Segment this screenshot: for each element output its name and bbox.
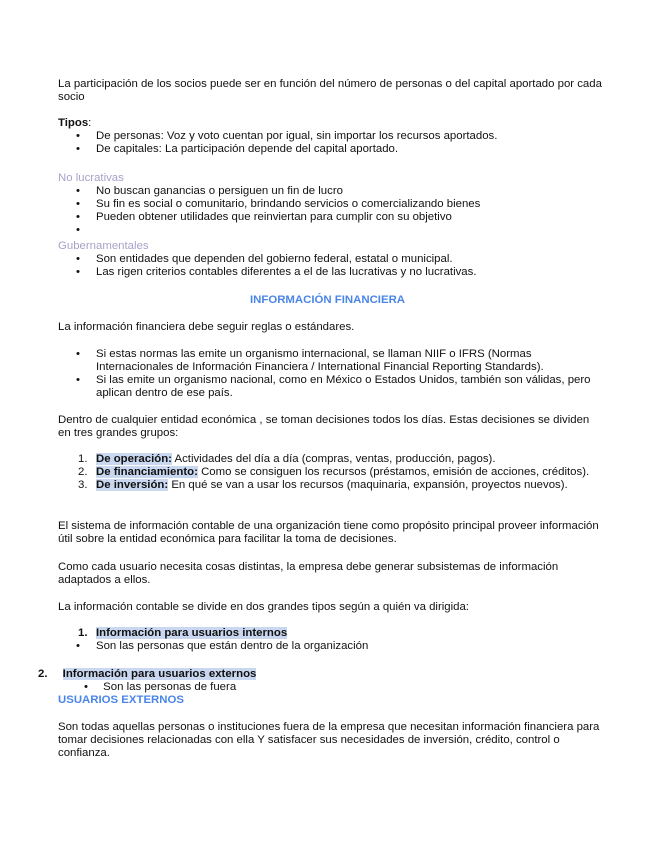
list-item — [58, 224, 603, 237]
list-item: • Si las emite un organismo nacional, como en México o Estados Unidos, también son válidas, pero aplican dentro de ese país. — [76, 374, 591, 399]
list-item: • Su fin es social o comunitario, brindando servicios o comercializando bienes — [76, 198, 481, 210]
bullet-icon: • — [76, 348, 80, 360]
usuarios-internos-section — [58, 627, 603, 653]
bullet-icon: • — [76, 198, 80, 210]
gubernamentales-title: Gubernamentales — [58, 240, 149, 252]
list-item: • De personas: Voz y voto cuentan por igual, sin importar los recursos aportados. — [76, 130, 498, 142]
list-item: • De capitales: La participación depende del capital aportado. — [76, 143, 399, 155]
list-item: 3. De inversión: En qué se van a usar los recursos (maquinaria, expansión, proyectos nuevos). — [78, 479, 568, 491]
bullet-icon: • — [76, 266, 80, 278]
info-financiera-intro: La información financiera debe seguir reglas o estándares. — [58, 321, 355, 333]
bullet-icon: • — [76, 211, 80, 223]
list-item: • Si estas normas las emite un organismo internacional, se llaman NIIF o IFRS (Normas Internacionales de Información Financiera / International Financial Reporting Standards). — [76, 348, 544, 373]
normas-list — [58, 348, 603, 400]
list-item: • Son entidades que dependen del gobierno federal, estatal o municipal. — [76, 253, 453, 265]
list-item: • Son las personas de fuera — [84, 681, 237, 693]
usuarios-externos-item: 2. Información para usuarios externos — [38, 668, 257, 680]
bullet-icon: • — [76, 224, 80, 236]
usuarios-externos-heading: USUARIOS EXTERNOS — [58, 694, 184, 706]
decisiones-list — [58, 453, 603, 492]
list-item: 2. De financiamiento: Como se consiguen los recursos (préstamos, emisión de acciones, créditos). — [78, 466, 590, 478]
bullet-icon: • — [76, 130, 80, 142]
tipos-section: Tipos: • De personas: Voz y voto cuentan por igual, sin importar los recursos aportados. • De capitales: La participación depende del capital aportado. — [58, 117, 603, 156]
list-item: • No buscan ganancias o persiguen un fin de lucro — [76, 185, 343, 197]
intro-paragraph: La participación de los socios puede ser en función del número de personas o del capital aportado por cada socio — [58, 78, 602, 103]
usuario-paragraph: Como cada usuario necesita cosas distintas, la empresa debe generar subsistemas de información adaptados a ellos. — [58, 561, 559, 586]
bullet-icon: • — [76, 374, 80, 386]
decisiones-intro: Dentro de cualquier entidad económica , se toman decisiones todos los días. Estas decisiones se dividen en tres grandes grupos: — [58, 414, 590, 439]
list-item: • Las rigen criterios contables diferentes a el de las lucrativas y no lucrativas. — [76, 266, 477, 278]
gubernamentales-section — [58, 240, 603, 279]
info-financiera-heading: INFORMACIÓN FINANCIERA — [249, 294, 406, 306]
bullet-icon: • — [76, 185, 80, 197]
bullet-icon: • — [76, 640, 80, 652]
no-lucrativas-section — [58, 172, 603, 237]
list-item: • Pueden obtener utilidades que reinviertan para cumplir con su objetivo — [76, 211, 452, 223]
list-item: • Son las personas que están dentro de la organización — [76, 640, 369, 652]
divide-paragraph: La información contable se divide en dos grandes tipos según a quién va dirigida: — [58, 601, 469, 613]
sistema-paragraph: El sistema de información contable de una organización tiene como propósito principal proveer información útil sobre la entidad económica para facilitar la toma de decisiones. — [58, 520, 599, 545]
bullet-icon: • — [76, 143, 80, 155]
no-lucrativas-title: No lucrativas — [58, 172, 124, 184]
list-item: 1. De operación: Actividades del día a día (compras, ventas, producción, pagos). — [78, 453, 496, 465]
tipos-label: Tipos — [58, 117, 89, 129]
bullet-icon: • — [84, 681, 88, 693]
final-paragraph: Son todas aquellas personas o instituciones fuera de la empresa que necesitan información financiera para tomar decisiones relacionadas con ella Y satisfacer sus necesidades de inversión, crédito, control o confianza. — [58, 721, 600, 759]
list-item: 1. Información para usuarios internos — [78, 627, 288, 639]
bullet-icon: • — [76, 253, 80, 265]
